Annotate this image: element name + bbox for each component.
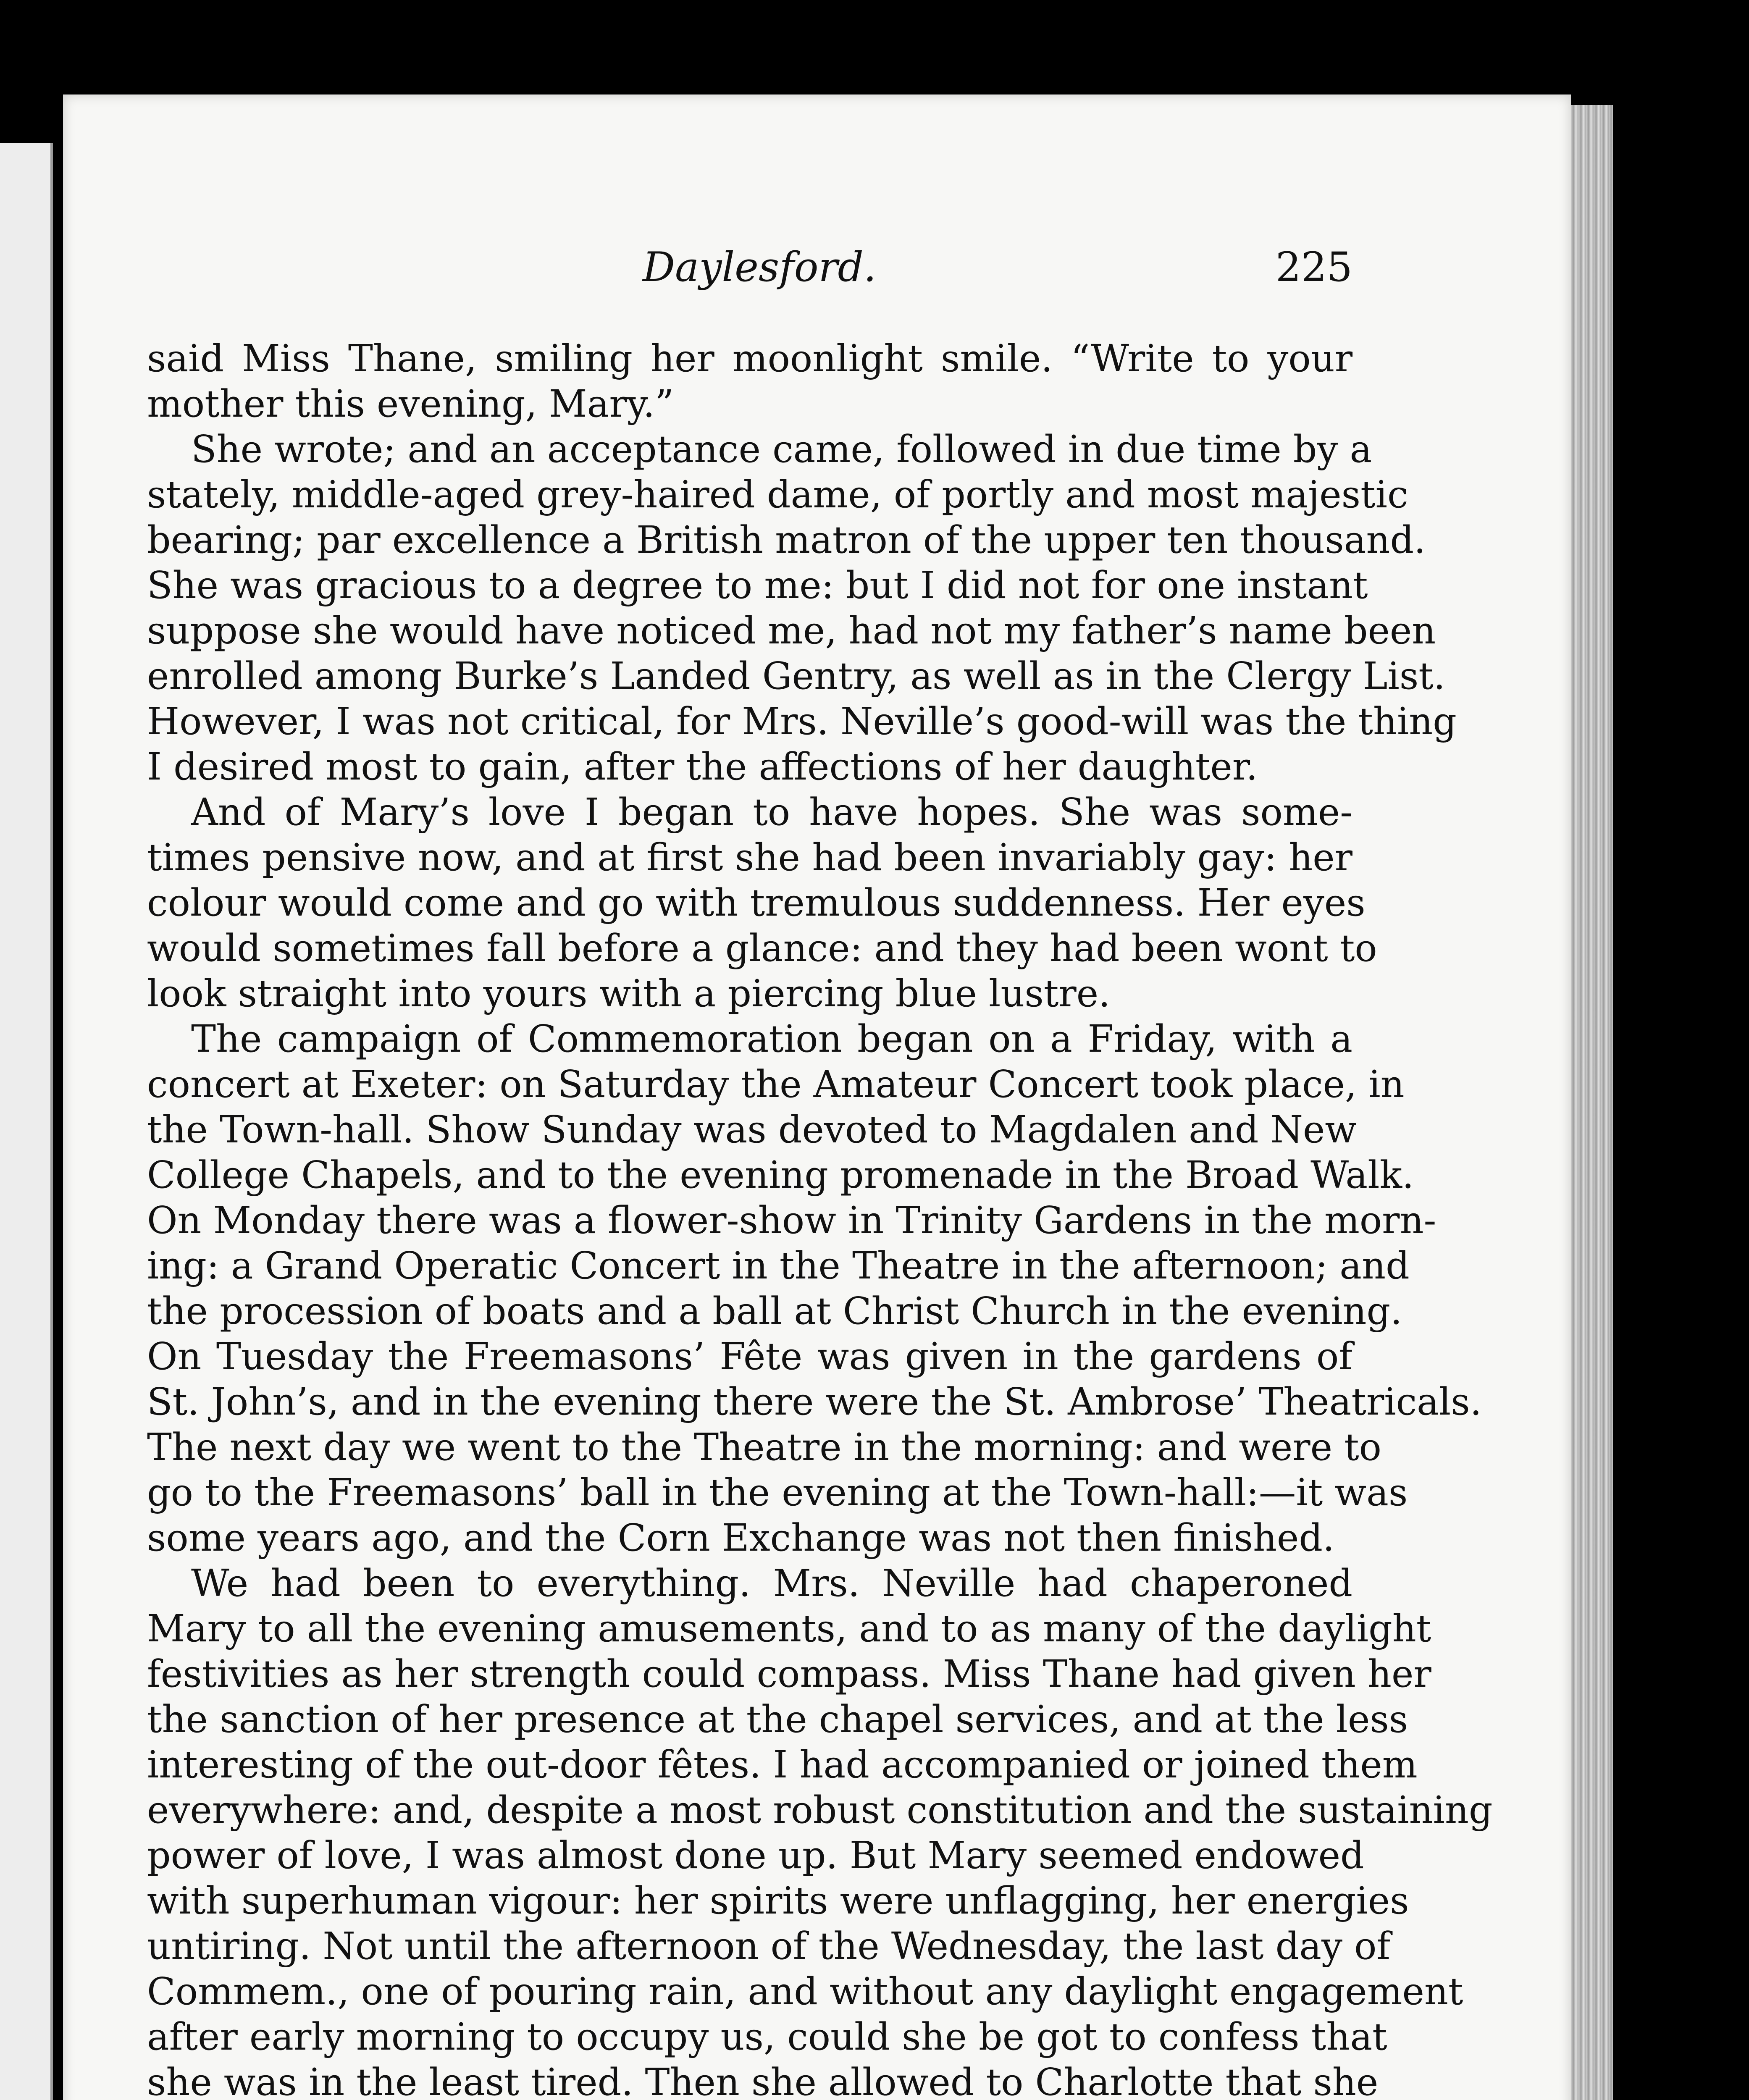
text-line: everywhere: and, despite a most robust constitution and the sustaining [147,1788,1493,1832]
text-line: On Monday there was a flower-show in Trinity Gardens in the morn- [147,1199,1436,1242]
text-line: would sometimes fall before a glance: and they had been wont to [147,927,1377,970]
text-line: Mary to all the evening amusements, and to as many of the daylight [147,1607,1431,1650]
text-line: she was in the least tired. Then she allowed to Charlotte that she [147,2061,1379,2100]
text-line: power of love, I was almost done up. But Mary seemed endowed [147,1834,1364,1877]
text-line: look straight into yours with a piercing blue lustre. [147,972,1111,1015]
paragraph [147,1016,1482,1561]
text-line: said Miss Thane, smiling her moonlight smile. “Write to your [147,337,1352,380]
paragraph [147,427,1457,790]
paragraph [147,790,1377,1016]
text-line: She was gracious to a degree to me: but I did not for one instant [147,564,1368,607]
text-line: suppose she would have noticed me, had not my father’s name been [147,609,1436,652]
text-line: the Town-hall. Show Sunday was devoted to Magdalen and New [147,1108,1357,1151]
text-line: However, I was not critical, for Mrs. Neville’s good-will was the thing [147,700,1457,743]
text-line: untiring. Not until the afternoon of the Wednesday, the last day of [147,1924,1391,1968]
text-line: And of Mary’s love I began to have hopes. She was some- [191,790,1352,834]
text-line: Commem., one of pouring rain, and without any daylight engagement [147,1970,1463,2013]
facing-page-edge [0,143,53,2100]
running-head [147,239,1352,302]
text-line: St. John’s, and in the evening there were the St. Ambrose’ Theatricals. [147,1380,1482,1423]
text-line: enrolled among Burke’s Landed Gentry, as well as in the Clergy List. [147,654,1445,698]
text-line: mother this evening, Mary.” [147,382,674,425]
text-line: College Chapels, and to the evening promenade in the Broad Walk. [147,1153,1414,1197]
text-line: with superhuman vigour: her spirits were unflagging, her energies [147,1879,1409,1922]
running-title: Daylesford. [643,244,877,291]
paragraph [147,336,1352,427]
text-line: interesting of the out-door fêtes. I had accompanied or joined them [147,1743,1418,1786]
text-line: colour would come and go with tremulous suddenness. Her eyes [147,881,1366,924]
text-line: stately, middle-aged grey-haired dame, of portly and most majestic [147,473,1408,516]
text-line: On Tuesday the Freemasons’ Fête was given in the gardens of [147,1335,1352,1378]
text-line: We had been to everything. Mrs. Neville had chaperoned [191,1562,1352,1605]
text-line: She wrote; and an acceptance came, followed in due time by a [191,428,1372,471]
text-line: concert at Exeter: on Saturday the Amateur Concert took place, in [147,1063,1405,1106]
text-line: I desired most to gain, after the affections of her daughter. [147,745,1258,788]
page-stack-edge [1571,105,1613,2100]
page-number: 225 [1275,244,1352,291]
text-line: the sanction of her presence at the chapel services, and at the less [147,1698,1408,1741]
text-line: some years ago, and the Corn Exchange was not then finished. [147,1516,1335,1559]
text-line: bearing; par excellence a British matron of the upper ten thousand. [147,518,1426,562]
text-line: festivities as her strength could compass. Miss Thane had given her [147,1652,1431,1696]
text-line: ing: a Grand Operatic Concert in the Theatre in the afternoon; and [147,1244,1410,1287]
text-line: The next day we went to the Theatre in the morning: and were to [147,1425,1381,1469]
text-line: times pensive now, and at first she had been invariably gay: her [147,836,1352,879]
paragraph [147,1561,1493,2100]
text-line: after early morning to occupy us, could she be got to confess that [147,2015,1387,2058]
text-line: go to the Freemasons’ ball in the evening at the Town-hall:—it was [147,1471,1408,1514]
text-line: The campaign of Commemoration began on a Friday, with a [191,1017,1352,1060]
text-line: the procession of boats and a ball at Christ Church in the evening. [147,1289,1402,1333]
body-text [147,336,1493,2100]
